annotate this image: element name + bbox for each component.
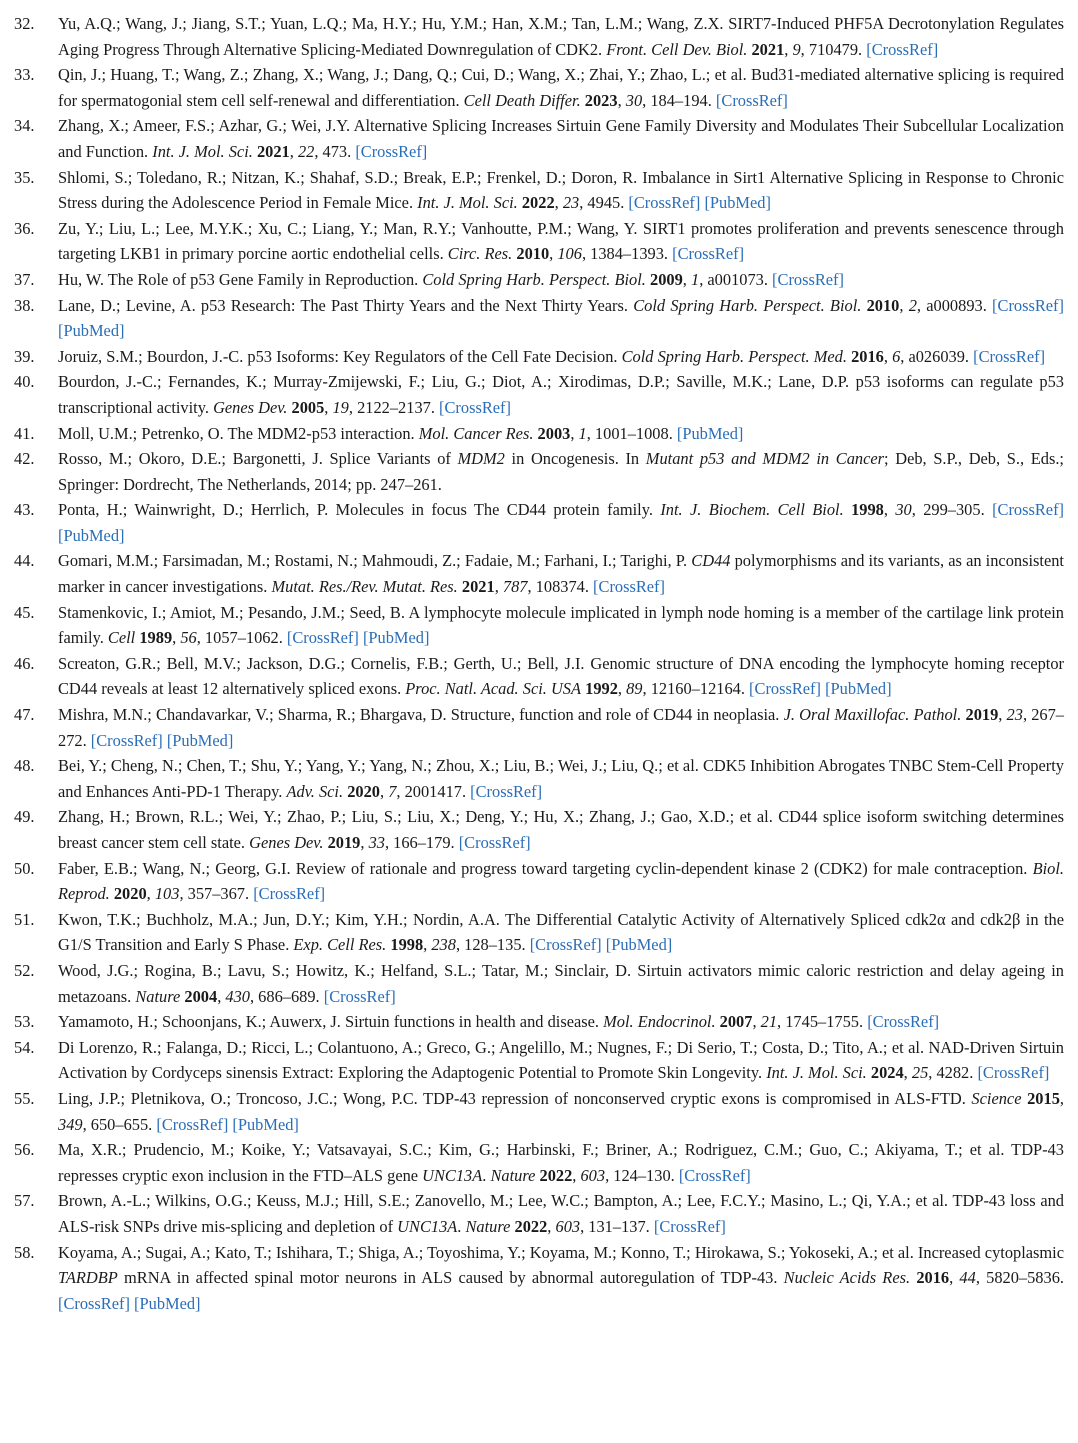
pubmed-link[interactable]: [PubMed] — [676, 423, 744, 443]
year-text: 1992 — [585, 679, 618, 699]
reference-text — [58, 910, 1064, 955]
reference-item — [14, 344, 1064, 370]
reference-number: 43. — [14, 500, 35, 520]
crossref-link[interactable]: [CrossRef] — [458, 833, 531, 852]
italic-text: 22 — [297, 141, 315, 161]
text-segment: , — [146, 884, 155, 904]
italic-text: Mol. Cancer Res. — [418, 423, 534, 443]
text-segment: Brown, A.-L.; Wilkins, O.G.; Keuss, M.J.; Hill, S.E.; Zanovello, M.; Lee, W.C.; Bampton, A.; Lee, F.C.Y.; Masino, L.; Qi, Y.A.; et al. TDP-43 loss and ALS-risk SNPs drive mis-splicing and depletion of — [58, 1191, 1064, 1236]
year-text: 1998 — [390, 935, 424, 955]
italic-text: 30 — [625, 90, 643, 110]
year-text: 2009 — [650, 269, 683, 289]
reference-number: 46. — [14, 653, 35, 673]
year-text: 2004 — [184, 986, 218, 1006]
italic-text: Proc. Natl. Acad. Sci. USA — [405, 679, 582, 699]
italic-text: Nucleic Acids Res. — [783, 1268, 911, 1288]
reference-text — [58, 1038, 1064, 1083]
text-segment: , — [547, 1216, 556, 1236]
text-segment: , a001073. — [699, 269, 773, 289]
italic-text: 603 — [555, 1216, 581, 1236]
reference-item — [14, 113, 1064, 164]
crossref-link[interactable]: [CrossRef] — [992, 500, 1064, 520]
reference-number: 41. — [14, 423, 35, 443]
text-segment: , a026039. — [900, 346, 974, 366]
reference-number: 38. — [14, 295, 35, 315]
text-segment: , — [617, 90, 626, 110]
italic-text: Int. J. Mol. Sci. — [766, 1063, 867, 1083]
text-segment: Ling, J.P.; Pletnikova, O.; Troncoso, J.C.; Wong, P.C. TDP-43 repression of nonconserved cryptic exons is compromised in ALS-FTD. — [58, 1088, 972, 1108]
text-segment: , 1384–1393. — [581, 244, 673, 264]
reference-item — [14, 11, 1064, 62]
italic-text: Adv. Sci. — [286, 781, 344, 801]
reference-text — [58, 116, 1064, 161]
text-segment: in Oncogenesis. In — [504, 449, 646, 469]
italic-text: 44 — [959, 1268, 976, 1288]
italic-text: 25 — [911, 1063, 929, 1083]
reference-item — [14, 548, 1064, 599]
reference-item — [14, 1240, 1064, 1317]
reference-number: 53. — [14, 1012, 35, 1032]
text-segment: Yu, A.Q.; Wang, J.; Jiang, S.T.; Yuan, L.Q.; Ma, H.Y.; Hu, Y.M.; Han, X.M.; Tan, L.M.; Wang, Z.X. SIRT7-Induced PHF5A Decrotonylation Regulates Aging Progress Through Alternative Splicing-Mediated Downregulation of CDK2. — [58, 14, 1064, 59]
year-text: 2005 — [291, 397, 325, 417]
reference-item — [14, 1009, 1064, 1035]
reference-number: 44. — [14, 551, 35, 571]
text-segment: , — [360, 833, 369, 852]
reference-item — [14, 600, 1064, 651]
italic-text: 1 — [691, 269, 700, 289]
reference-number: 58. — [14, 1242, 35, 1262]
reference-number: 52. — [14, 960, 35, 980]
year-text: 2016 — [851, 346, 884, 366]
text-segment: , 686–689. — [249, 986, 324, 1006]
text-segment: . — [457, 1216, 466, 1236]
italic-text: 7 — [388, 781, 397, 801]
reference-text — [58, 1012, 939, 1031]
reference-text — [58, 219, 1064, 264]
reference-text — [58, 14, 1064, 59]
text-segment: , 2001417. — [396, 781, 471, 801]
year-text: 2020 — [347, 781, 380, 801]
year-text: 2023 — [584, 90, 618, 110]
text-segment: , — [784, 39, 793, 59]
text-segment: , — [1059, 1088, 1064, 1108]
text-segment: Koyama, A.; Sugai, A.; Kato, T.; Ishihara, T.; Shiga, A.; Toyoshima, Y.; Koyama, M.; Konno, T.; Hirokawa, S.; Yokoseki, A.; et al. Increased cytoplasmic — [58, 1242, 1065, 1262]
crossref-link[interactable]: [CrossRef] — [90, 730, 163, 750]
text-segment: , — [324, 397, 333, 417]
reference-number: 47. — [14, 705, 35, 725]
text-segment: , 1745–1755. — [777, 1012, 868, 1032]
reference-item — [14, 753, 1064, 804]
text-segment: , 2122–2137. — [348, 397, 440, 417]
pubmed-link[interactable]: [PubMed] — [232, 1114, 299, 1134]
crossref-link[interactable]: [CrossRef] — [749, 679, 821, 699]
reference-text — [58, 270, 844, 289]
reference-item — [14, 651, 1064, 702]
text-segment: Faber, E.B.; Wang, N.; Georg, G.I. Review of rationale and progress toward targeting cyclin-dependent kinase 2 (CDK2) for male contraception. — [58, 858, 1033, 878]
reference-number: 33. — [14, 65, 35, 85]
text-segment: , — [554, 193, 563, 213]
reference-item — [14, 165, 1064, 216]
crossref-link[interactable]: [CrossRef] — [593, 577, 665, 597]
crossref-link[interactable]: [CrossRef] — [992, 295, 1064, 315]
pubmed-link[interactable]: [PubMed] — [704, 193, 771, 213]
italic-text: 6 — [892, 346, 901, 366]
reference-number: 37. — [14, 269, 35, 289]
reference-text — [58, 1089, 1064, 1134]
italic-text: 603 — [580, 1165, 606, 1185]
reference-item — [14, 1137, 1064, 1188]
italic-text: Cold Spring Harb. Perspect. Biol. — [633, 295, 862, 315]
italic-text: 106 — [557, 244, 582, 264]
text-segment: , 1057–1062. — [196, 628, 287, 648]
reference-number: 48. — [14, 756, 35, 776]
reference-text — [58, 705, 1064, 750]
italic-text: Mol. Endocrinol. — [603, 1012, 716, 1032]
year-text: 2021 — [461, 577, 495, 597]
reference-item — [14, 216, 1064, 267]
text-segment: , — [379, 781, 389, 801]
crossref-link[interactable]: [CrossRef] — [286, 628, 359, 648]
reference-text — [58, 347, 1045, 366]
italic-text: 1 — [578, 423, 587, 443]
year-text: 1989 — [139, 628, 173, 648]
text-segment: , — [883, 500, 896, 520]
reference-text — [58, 1243, 1064, 1313]
year-text: 2022 — [514, 1216, 548, 1236]
text-segment: , — [172, 628, 181, 648]
crossref-link[interactable]: [CrossRef] — [355, 141, 428, 161]
crossref-link[interactable]: [CrossRef] — [58, 1293, 130, 1313]
text-segment: . — [482, 1165, 491, 1185]
reference-item — [14, 1188, 1064, 1239]
year-text: 2022 — [521, 193, 555, 213]
italic-text: Biol. Reprod. — [58, 858, 1064, 904]
text-segment: , — [752, 1012, 761, 1032]
text-segment: , 5820–5836. — [975, 1268, 1064, 1288]
text-segment: , — [423, 935, 432, 955]
text-segment — [844, 500, 851, 519]
crossref-link[interactable]: [CrossRef] — [439, 397, 511, 417]
italic-text: UNC13A — [397, 1216, 458, 1236]
reference-number: 56. — [14, 1140, 35, 1160]
reference-text — [58, 168, 1064, 213]
text-segment: , 124–130. — [605, 1165, 679, 1185]
text-segment: , 4282. — [928, 1063, 978, 1083]
reference-number: 32. — [14, 14, 35, 33]
text-segment: Ma, X.R.; Prudencio, M.; Koike, Y.; Vatsavayai, S.C.; Kim, G.; Harbinski, F.; Briner, A.; Rodriguez, C.M.; Guo, C.; Akiyama, T.; et al. TDP-43 represses cryptic exon inclusion in the FTD–ALS gene — [58, 1140, 1064, 1185]
year-text: 2015 — [1027, 1088, 1060, 1108]
text-segment: Ponta, H.; Wainwright, D.; Herrlich, P. Molecules in focus The CD44 protein family. — [58, 500, 661, 520]
italic-text: Science — [971, 1088, 1022, 1108]
text-segment: , 710479. — [800, 39, 867, 59]
reference-item — [14, 1086, 1064, 1137]
year-text: 2024 — [870, 1063, 904, 1083]
reference-text — [58, 296, 1064, 341]
italic-text: 103 — [154, 884, 180, 904]
text-segment: polymorphisms and its variants, as an inconsistent marker in cancer investigations. — [58, 551, 1064, 597]
text-segment: , 108374. — [527, 577, 594, 597]
pubmed-link[interactable]: [PubMed] — [58, 321, 125, 341]
italic-text: Cell Death Differ. — [463, 90, 581, 110]
italic-text: 238 — [431, 935, 456, 955]
reference-text — [58, 603, 1064, 648]
reference-item — [14, 497, 1064, 548]
reference-item — [14, 446, 1064, 497]
year-text: 2021 — [751, 39, 785, 59]
text-segment: , — [570, 423, 579, 443]
italic-text: Circ. Res. — [447, 244, 513, 264]
text-segment: , 166–179. — [384, 833, 459, 852]
text-segment: Zhang, H.; Brown, R.L.; Wei, Y.; Zhao, P.; Liu, S.; Liu, X.; Deng, Y.; Hu, X.; Zhang, J.; Gao, X.D.; et al. CD44 splice isoform switching determines breast cancer stem cell state. — [58, 807, 1064, 852]
reference-number: 55. — [14, 1088, 35, 1108]
crossref-link[interactable]: [CrossRef] — [678, 1165, 751, 1185]
text-segment: Hu, W. The Role of p53 Gene Family in Reproduction. — [58, 269, 423, 289]
crossref-link[interactable]: [CrossRef] — [653, 1216, 726, 1236]
reference-text — [58, 372, 1064, 417]
text-segment: , — [617, 679, 627, 699]
crossref-link[interactable]: [CrossRef] — [866, 39, 939, 59]
text-segment: , 299–305. — [911, 500, 993, 520]
text-segment: , — [883, 346, 893, 366]
text-segment: , 184–194. — [642, 90, 716, 110]
italic-text: 2 — [908, 295, 917, 315]
italic-text: 21 — [760, 1012, 778, 1032]
text-segment: Rosso, M.; Okoro, D.E.; Bargonetti, J. Splice Variants of — [58, 449, 458, 469]
year-text: 2019 — [965, 705, 999, 725]
text-segment: Kwon, T.K.; Buchholz, M.A.; Jun, D.Y.; Kim, Y.H.; Nordin, A.A. The Differential Catalytic Activity of Alternatively Spliced cdk2α and cdk2β in the G1/S Transition and Early S Phase. — [58, 909, 1064, 955]
italic-text: Front. Cell Dev. Biol. — [606, 39, 748, 59]
reference-item — [14, 804, 1064, 855]
reference-text — [58, 859, 1064, 904]
text-segment: , 473. — [314, 141, 356, 161]
italic-text: Genes Dev. — [249, 833, 324, 852]
italic-text: Exp. Cell Res. — [293, 935, 387, 955]
year-text: 2007 — [719, 1012, 753, 1032]
text-segment: , — [682, 269, 691, 289]
text-segment: , 1001–1008. — [586, 423, 677, 443]
reference-number: 50. — [14, 858, 35, 878]
reference-item — [14, 421, 1064, 447]
reference-item — [14, 958, 1064, 1009]
italic-text: 33 — [368, 833, 385, 852]
crossref-link[interactable]: [CrossRef] — [323, 986, 396, 1006]
italic-text: CD44 — [691, 551, 731, 571]
pubmed-link[interactable]: [PubMed] — [134, 1293, 201, 1313]
italic-text: Nature — [465, 1216, 511, 1236]
reference-text — [58, 1191, 1064, 1236]
text-segment: Bourdon, J.-C.; Fernandes, K.; Murray-Zmijewski, F.; Liu, G.; Diot, A.; Xirodimas, D.P.; Saville, M.K.; Lane, D.P. p53 isoforms can regulate p53 transcriptional activity. — [58, 372, 1064, 417]
text-segment: Wood, J.G.; Rogina, B.; Lavu, S.; Howitz, K.; Helfand, S.L.; Tatar, M.; Sinclair, D. Sirtuin activators mimic caloric restriction and delay ageing in metazoans. — [58, 960, 1064, 1006]
reference-item — [14, 62, 1064, 113]
reference-text — [58, 551, 1064, 596]
pubmed-link[interactable]: [PubMed] — [58, 525, 125, 545]
italic-text: 23 — [562, 193, 580, 213]
text-segment: , — [998, 705, 1007, 725]
reference-item — [14, 907, 1064, 958]
reference-text — [58, 807, 1064, 852]
text-segment: , — [899, 295, 909, 315]
italic-text: Int. J. Mol. Sci. — [152, 141, 253, 161]
crossref-link[interactable]: [CrossRef] — [772, 269, 844, 289]
italic-text: 349 — [58, 1114, 83, 1134]
text-segment: , a000893. — [916, 295, 993, 315]
text-segment: ; Deb, S.P., Deb, S., Eds.; Springer: Dordrecht, The Netherlands, 2014; pp. 247–261. — [58, 449, 1064, 494]
italic-text: 56 — [180, 628, 197, 648]
reference-text — [58, 65, 1064, 110]
reference-text — [58, 961, 1064, 1006]
reference-item — [14, 267, 1064, 293]
reference-number: 42. — [14, 449, 35, 469]
year-text: 2003 — [537, 423, 571, 443]
reference-number: 40. — [14, 372, 35, 392]
reference-number: 36. — [14, 218, 35, 238]
reference-number: 57. — [14, 1191, 35, 1211]
text-segment: mRNA in affected spinal motor neurons in ALS caused by abnormal autoregulation of TDP-43. — [117, 1268, 784, 1288]
text-segment: , 128–135. — [455, 935, 530, 955]
crossref-link[interactable]: [CrossRef] — [628, 193, 701, 213]
text-segment: Stamenkovic, I.; Amiot, M.; Pesando, J.M.; Seed, B. A lymphocyte molecule implicated in lymph node homing is a member of the cartilage link protein family. — [58, 602, 1064, 648]
text-segment: Mishra, M.N.; Chandavarkar, V.; Sharma, R.; Bhargava, D. Structure, function and role of CD44 in neoplasia. — [58, 705, 784, 725]
italic-text: Genes Dev. — [213, 397, 288, 417]
text-segment: Screaton, G.R.; Bell, M.V.; Jackson, D.G.; Cornelis, F.B.; Gerth, U.; Bell, J.I. Genomic structure of DNA encoding the lymphocyte homing receptor CD44 reveals at least 12 alternatively spliced exons. — [58, 653, 1064, 699]
year-text: 2019 — [327, 833, 361, 852]
reference-number: 45. — [14, 602, 35, 622]
reference-text — [58, 424, 743, 443]
italic-text: Nature — [490, 1165, 536, 1185]
italic-text: 19 — [332, 397, 349, 417]
text-segment: Lane, D.; Levine, A. p53 Research: The Past Thirty Years and the Next Thirty Years. — [58, 295, 634, 315]
text-segment: Shlomi, S.; Toledano, R.; Nitzan, K.; Shahaf, S.D.; Break, E.P.; Frenkel, D.; Doron, R. Imbalance in Sirt1 Alternative Splicing in Response to Chronic Stress during the Adolescence Period in Female Mice. — [58, 167, 1064, 213]
text-segment: , — [494, 577, 503, 597]
crossref-link[interactable]: [CrossRef] — [867, 1012, 940, 1032]
reference-number: 34. — [14, 116, 35, 136]
text-segment: Qin, J.; Huang, T.; Wang, Z.; Zhang, X.; Wang, J.; Dang, Q.; Cui, D.; Wang, X.; Zhai, Y.; Zhao, L.; et al. Bud31-mediated alternative splicing is required for spermatogonial stem cell self-renewal and differentiation. — [58, 65, 1064, 110]
pubmed-link[interactable]: [PubMed] — [166, 730, 234, 750]
reference-text — [58, 756, 1064, 801]
text-segment: , — [949, 1268, 960, 1288]
italic-text: 787 — [502, 577, 528, 597]
text-segment: Di Lorenzo, R.; Falanga, D.; Ricci, L.; Colantuono, A.; Greco, G.; Angelillo, M.; Nugnes, F.; Di Serio, T.; Costa, D.; Tito, A.; et al. NAD-Driven Sirtuin Activation by Cordyceps sinensis Extract: Exploring the Adaptogenic Potential to Promote Skin Longevity. — [58, 1037, 1064, 1083]
crossref-link[interactable]: [CrossRef] — [529, 935, 602, 955]
italic-text: Int. J. Mol. Sci. — [417, 193, 518, 213]
italic-text: 89 — [626, 679, 643, 699]
pubmed-link[interactable]: [PubMed] — [605, 935, 673, 955]
italic-text: UNC13A — [422, 1165, 483, 1185]
italic-text: Cold Spring Harb. Perspect. Biol. — [422, 269, 646, 289]
year-text: 2010 — [866, 295, 900, 315]
italic-text: Nature — [135, 986, 181, 1006]
crossref-link[interactable]: [CrossRef] — [715, 90, 788, 110]
reference-number: 39. — [14, 346, 35, 366]
text-segment: , 357–367. — [179, 884, 254, 904]
reference-item — [14, 856, 1064, 907]
pubmed-link[interactable]: [PubMed] — [362, 628, 430, 648]
text-segment: Zhang, X.; Ameer, F.S.; Azhar, G.; Wei, J.Y. Alternative Splicing Increases Sirtuin Gene Family Diversity and Modulates Their Subcellular Localization and Function. — [58, 116, 1064, 161]
crossref-link[interactable]: [CrossRef] — [977, 1063, 1050, 1083]
crossref-link[interactable]: [CrossRef] — [470, 781, 543, 801]
reference-item — [14, 702, 1064, 753]
year-text: 2021 — [256, 141, 290, 161]
reference-number: 51. — [14, 909, 35, 929]
crossref-link[interactable]: [CrossRef] — [253, 884, 326, 904]
year-text: 2020 — [113, 884, 147, 904]
reference-text — [58, 654, 1064, 699]
text-segment: , 267–272. — [58, 705, 1064, 750]
crossref-link[interactable]: [CrossRef] — [672, 244, 745, 264]
text-segment: Joruiz, S.M.; Bourdon, J.-C. p53 Isoforms: Key Regulators of the Cell Fate Decision. — [58, 346, 622, 366]
text-segment: , — [572, 1165, 581, 1185]
italic-text: Mutat. Res./Rev. Mutat. Res. — [271, 577, 458, 597]
text-segment: Bei, Y.; Cheng, N.; Chen, T.; Shu, Y.; Yang, Y.; Yang, N.; Zhou, X.; Liu, B.; Wei, J.; Liu, Q.; et al. CDK5 Inhibition Abrogates TNBC Stem-Cell Property and Enhances Anti-PD-1 Therapy. — [58, 756, 1064, 801]
reference-item — [14, 1035, 1064, 1086]
italic-text: 9 — [792, 39, 801, 59]
reference-item — [14, 293, 1064, 344]
reference-number: 35. — [14, 167, 35, 187]
text-segment: Zu, Y.; Liu, L.; Lee, M.Y.K.; Xu, C.; Liang, Y.; Man, R.Y.; Vanhoutte, P.M.; Wang, Y. SIRT1 promotes proliferation and prevents senescence through targeting LKB1 in primary porcine aortic endothelial cells. — [58, 218, 1064, 264]
text-segment: Yamamoto, H.; Schoonjans, K.; Auwerx, J. Sirtuin functions in health and disease. — [58, 1012, 604, 1032]
text-segment: , 131–137. — [580, 1216, 654, 1236]
year-text: 1998 — [851, 500, 884, 520]
text-segment: , — [549, 244, 558, 264]
text-segment: , — [903, 1063, 912, 1083]
italic-text: J. Oral Maxillofac. Pathol. — [783, 705, 962, 725]
text-segment: , 4945. — [579, 193, 629, 213]
text-segment: , — [289, 141, 298, 161]
year-text: 2016 — [916, 1268, 950, 1288]
crossref-link[interactable]: [CrossRef] — [973, 346, 1046, 366]
italic-text: Int. J. Biochem. Cell Biol. — [660, 500, 844, 520]
year-text: 2022 — [539, 1165, 573, 1185]
text-segment: Moll, U.M.; Petrenko, O. The MDM2-p53 interaction. — [58, 423, 419, 443]
italic-text: 430 — [225, 986, 250, 1006]
italic-text: 30 — [895, 500, 912, 520]
reference-number: 54. — [14, 1037, 35, 1057]
italic-text: Mutant p53 and MDM2 in Cancer — [645, 449, 885, 469]
crossref-link[interactable]: [CrossRef] — [156, 1114, 229, 1134]
italic-text: Cold Spring Harb. Perspect. Med. — [621, 346, 847, 366]
text-segment: Gomari, M.M.; Farsimadan, M.; Rostami, N.; Mahmoudi, Z.; Fadaie, M.; Farhani, I.; Tarighi, P. — [58, 551, 692, 571]
reference-text — [58, 500, 1064, 545]
reference-item — [14, 369, 1064, 420]
text-segment: , — [217, 986, 226, 1006]
reference-text — [58, 1140, 1064, 1185]
reference-number: 49. — [14, 807, 35, 827]
reference-text — [58, 449, 1064, 494]
pubmed-link[interactable]: [PubMed] — [825, 679, 892, 699]
italic-text: MDM2 — [457, 449, 505, 469]
text-segment: , 650–655. — [82, 1114, 157, 1134]
italic-text: Cell — [107, 628, 136, 648]
italic-text: TARDBP — [58, 1268, 118, 1288]
text-segment: , 12160–12164. — [642, 679, 750, 699]
italic-text: 23 — [1006, 705, 1023, 725]
year-text: 2010 — [516, 244, 550, 264]
